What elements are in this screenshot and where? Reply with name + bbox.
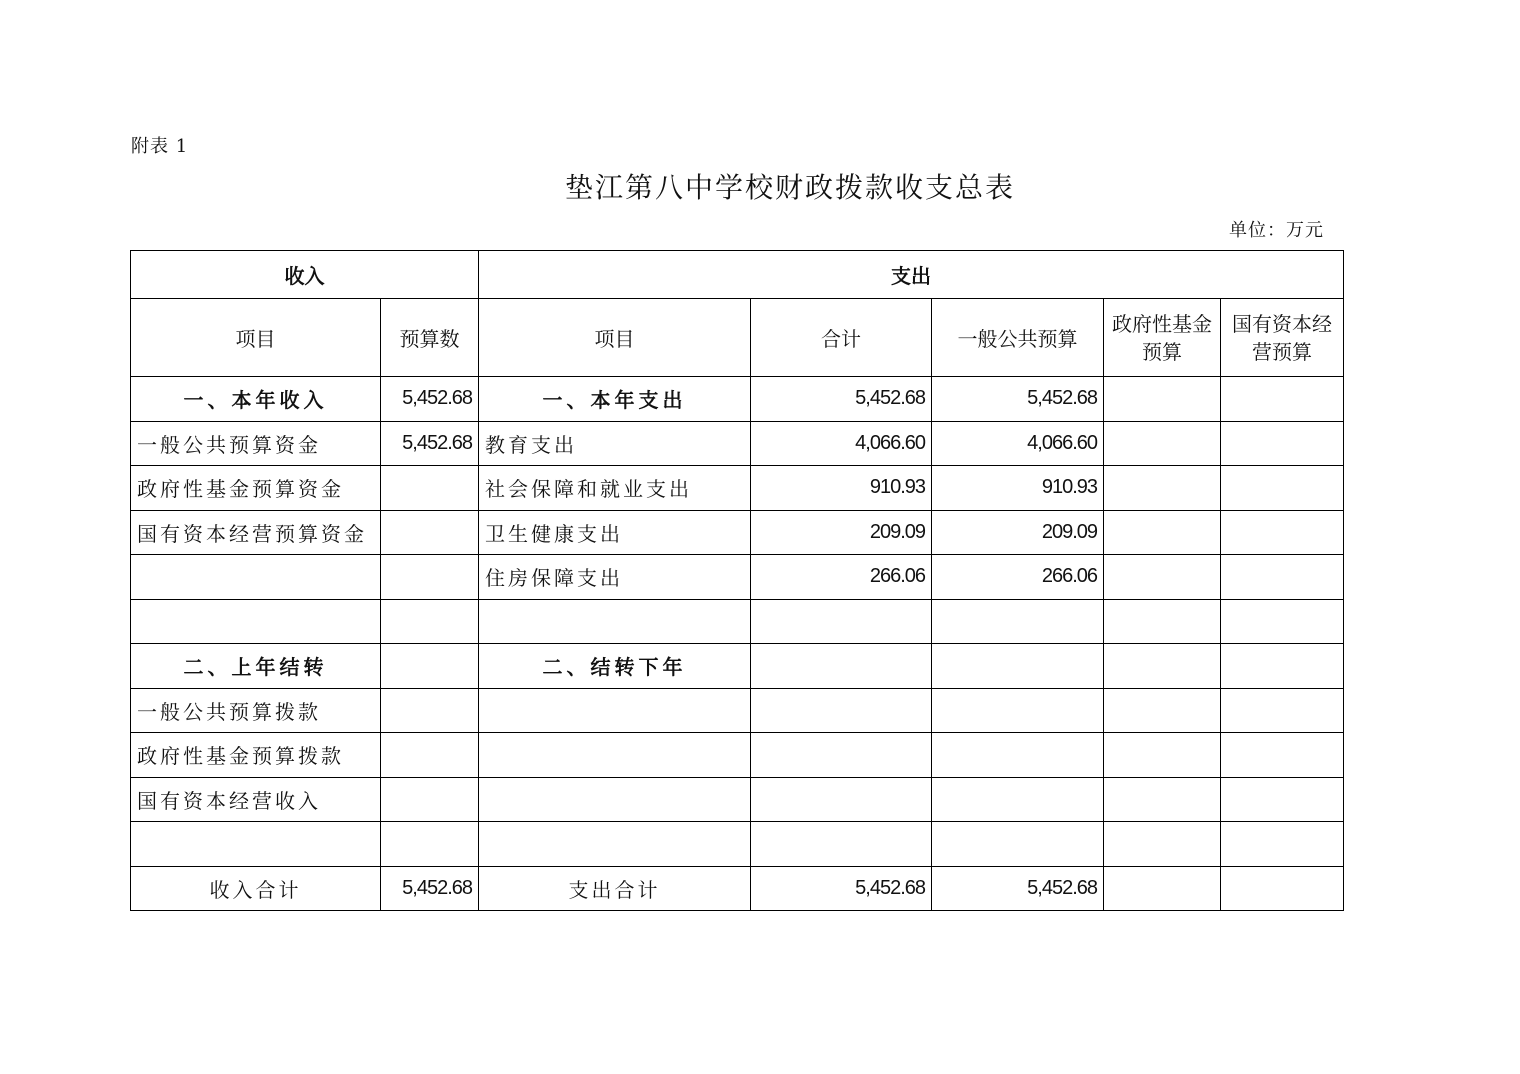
income-item-cell: 政府性基金预算拨款 [131, 733, 381, 778]
total-cell [751, 822, 932, 867]
state-capital-cell [1221, 777, 1344, 822]
general-budget-cell [932, 688, 1104, 733]
state-capital-cell [1221, 421, 1344, 466]
income-budget-cell [381, 555, 479, 600]
table-row [131, 466, 1344, 511]
general-budget-cell [932, 733, 1104, 778]
total-cell [751, 599, 932, 644]
state-capital-cell [1221, 466, 1344, 511]
income-budget-cell [381, 466, 479, 511]
state-capital-cell [1221, 510, 1344, 555]
total-cell: 5,452.68 [751, 377, 932, 422]
fund-budget-cell [1104, 510, 1221, 555]
income-item-cell: 一般公共预算拨款 [131, 688, 381, 733]
general-budget-cell [932, 822, 1104, 867]
table-column-header [131, 299, 1344, 377]
income-item-cell: 国有资本经营收入 [131, 777, 381, 822]
table-row [131, 555, 1344, 600]
col-fund: 政府性基金预算 [1104, 299, 1221, 377]
expense-item-cell: 社会保障和就业支出 [479, 466, 751, 511]
income-budget-cell [381, 644, 479, 689]
table-row [131, 599, 1344, 644]
income-budget-cell [381, 599, 479, 644]
state-capital-cell [1221, 599, 1344, 644]
general-budget-cell [932, 644, 1104, 689]
total-cell [751, 777, 932, 822]
income-budget-cell [381, 733, 479, 778]
general-budget-cell: 5,452.68 [932, 866, 1104, 911]
annex-label: 附表 1 [131, 136, 189, 157]
table-row [131, 510, 1344, 555]
expense-item-cell: 二、结转下年 [479, 644, 751, 689]
expense-item-cell: 住房保障支出 [479, 555, 751, 600]
total-cell: 209.09 [751, 510, 932, 555]
fund-budget-cell [1104, 733, 1221, 778]
unit-label: 单位：万元 [1229, 220, 1324, 241]
general-budget-cell: 4,066.60 [932, 421, 1104, 466]
income-budget-cell [381, 688, 479, 733]
income-budget-cell [381, 777, 479, 822]
total-cell [751, 688, 932, 733]
general-budget-cell: 209.09 [932, 510, 1104, 555]
income-budget-cell [381, 822, 479, 867]
income-budget-cell: 5,452.68 [381, 421, 479, 466]
expense-item-cell [479, 599, 751, 644]
income-header: 收入 [131, 251, 479, 299]
total-cell [751, 733, 932, 778]
state-capital-cell [1221, 644, 1344, 689]
expense-item-cell [479, 777, 751, 822]
general-budget-cell: 910.93 [932, 466, 1104, 511]
income-item-cell: 二、上年结转 [131, 644, 381, 689]
expense-item-cell: 卫生健康支出 [479, 510, 751, 555]
income-item-cell: 政府性基金预算资金 [131, 466, 381, 511]
state-capital-cell [1221, 822, 1344, 867]
expense-header: 支出 [479, 251, 1344, 299]
table-row [131, 822, 1344, 867]
fund-budget-cell [1104, 644, 1221, 689]
fund-budget-cell [1104, 777, 1221, 822]
table-group-header [131, 251, 1344, 299]
expense-item-cell [479, 688, 751, 733]
state-capital-cell [1221, 733, 1344, 778]
income-budget-cell [381, 510, 479, 555]
col-expense-item: 项目 [479, 299, 751, 377]
page-title: 垫江第八中学校财政拨款收支总表 [564, 171, 1015, 204]
expense-item-cell [479, 733, 751, 778]
fund-budget-cell [1104, 822, 1221, 867]
income-item-cell [131, 822, 381, 867]
col-income-budget: 预算数 [381, 299, 479, 377]
col-income-item: 项目 [131, 299, 381, 377]
table-row [131, 421, 1344, 466]
total-cell: 910.93 [751, 466, 932, 511]
fund-budget-cell [1104, 599, 1221, 644]
general-budget-cell [932, 777, 1104, 822]
budget-summary-table [130, 250, 1344, 911]
state-capital-cell [1221, 688, 1344, 733]
total-cell: 266.06 [751, 555, 932, 600]
total-cell [751, 644, 932, 689]
income-item-cell [131, 555, 381, 600]
fund-budget-cell [1104, 555, 1221, 600]
state-capital-cell [1221, 377, 1344, 422]
col-state-capital: 国有资本经营预算 [1221, 299, 1344, 377]
income-item-cell: 一、本年收入 [131, 377, 381, 422]
fund-budget-cell [1104, 466, 1221, 511]
income-budget-cell: 5,452.68 [381, 377, 479, 422]
fund-budget-cell [1104, 688, 1221, 733]
table-row [131, 777, 1344, 822]
expense-item-cell: 支出合计 [479, 866, 751, 911]
general-budget-cell [932, 599, 1104, 644]
table-row [131, 866, 1344, 911]
fund-budget-cell [1104, 421, 1221, 466]
expense-item-cell: 教育支出 [479, 421, 751, 466]
col-total: 合计 [751, 299, 932, 377]
income-item-cell: 一般公共预算资金 [131, 421, 381, 466]
table-row [131, 688, 1344, 733]
fund-budget-cell [1104, 866, 1221, 911]
col-general: 一般公共预算 [932, 299, 1104, 377]
state-capital-cell [1221, 555, 1344, 600]
total-cell: 4,066.60 [751, 421, 932, 466]
income-item-cell: 收入合计 [131, 866, 381, 911]
expense-item-cell [479, 822, 751, 867]
table-row [131, 377, 1344, 422]
table-row [131, 733, 1344, 778]
general-budget-cell: 5,452.68 [932, 377, 1104, 422]
general-budget-cell: 266.06 [932, 555, 1104, 600]
state-capital-cell [1221, 866, 1344, 911]
total-cell: 5,452.68 [751, 866, 932, 911]
income-item-cell: 国有资本经营预算资金 [131, 510, 381, 555]
table-row [131, 644, 1344, 689]
income-item-cell [131, 599, 381, 644]
income-budget-cell: 5,452.68 [381, 866, 479, 911]
expense-item-cell: 一、本年支出 [479, 377, 751, 422]
fund-budget-cell [1104, 377, 1221, 422]
